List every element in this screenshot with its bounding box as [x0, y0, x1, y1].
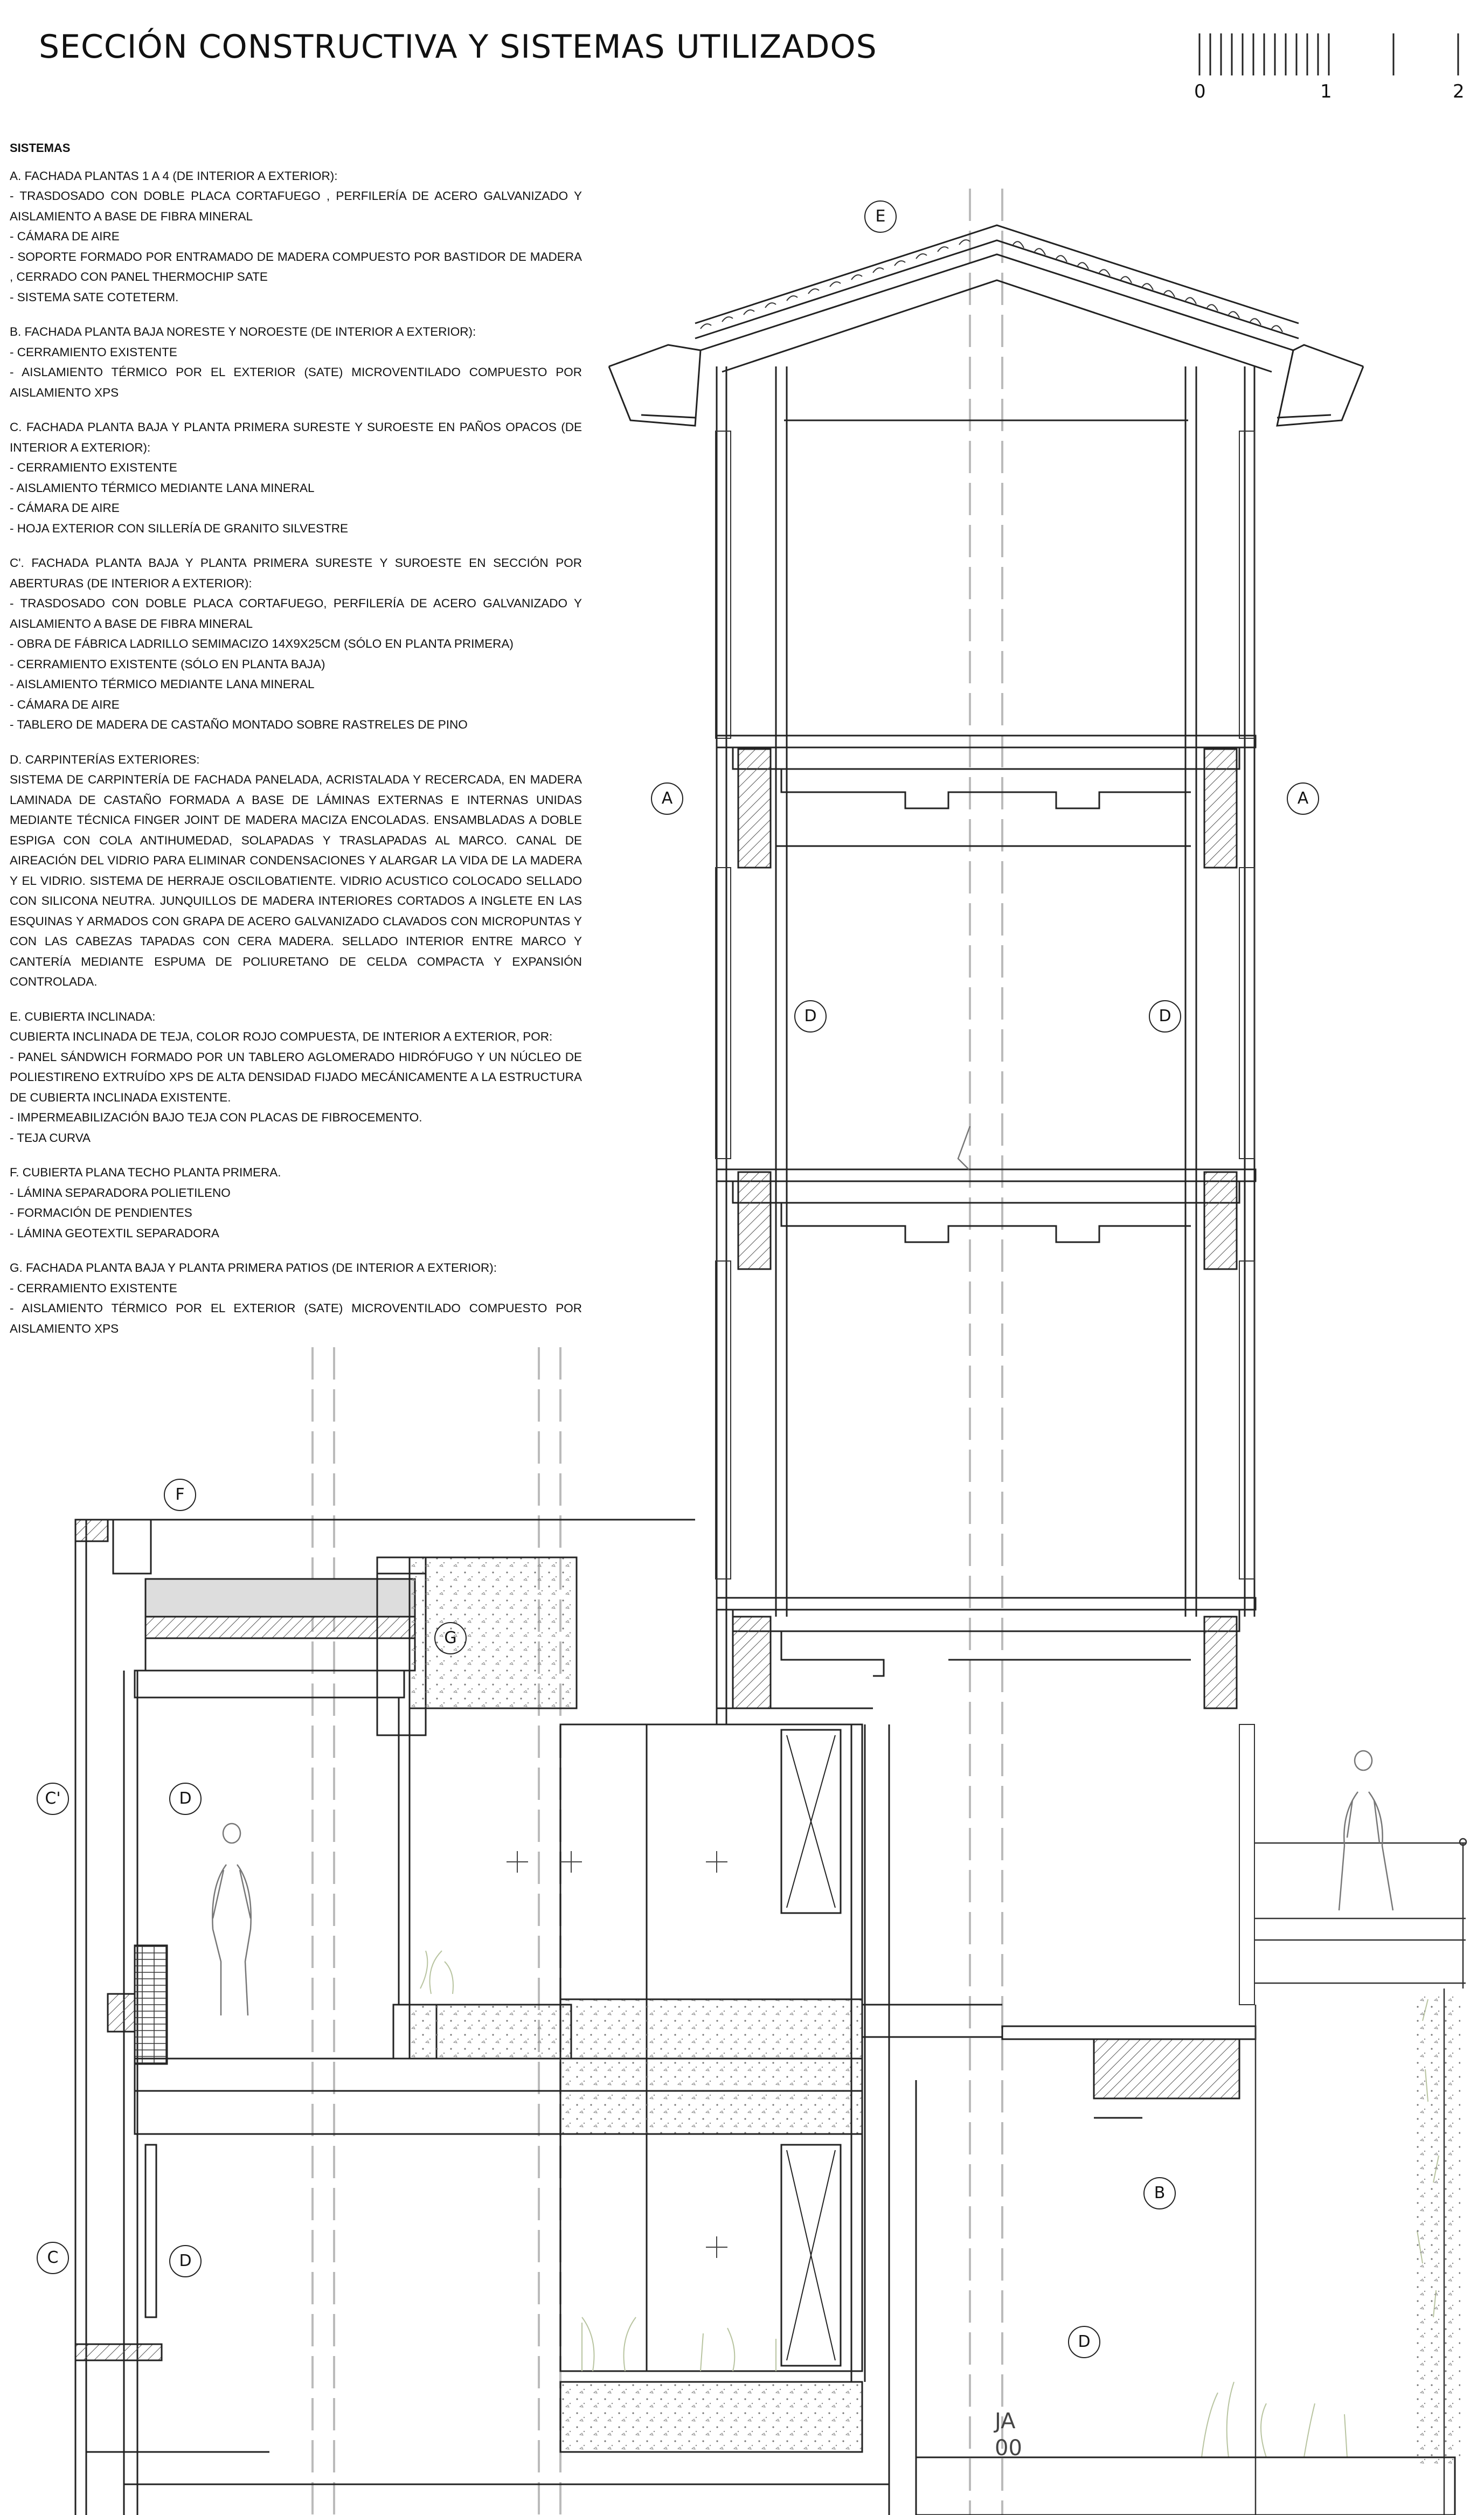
floor-slabs [717, 736, 1256, 2118]
system-line: - CÁMARA DE AIRE [10, 501, 120, 515]
system-line: - AISLAMIENTO TÉRMICO MEDIANTE LANA MINERAL [10, 481, 315, 495]
central-structure [560, 1724, 1002, 2515]
system-line: C'. FACHADA PLANTA BAJA Y PLANTA PRIMERA SURESTE Y SUROESTE EN SECCIÓN POR ABERTURAS (DE INTERIOR A EXTERIOR): [10, 556, 582, 590]
system-line: CUBIERTA INCLINADA DE TEJA, COLOR ROJO COMPUESTA, DE INTERIOR A EXTERIOR, POR: [10, 1030, 553, 1043]
system-line: - SOPORTE FORMADO POR ENTRAMADO DE MADERA COMPUESTO POR BASTIDOR DE MADERA , CERRADO CON PANEL THERMOCHIP SATE [10, 250, 582, 283]
tag-d-lower-2: D [169, 2245, 202, 2277]
tag-c-prime: C' [37, 1783, 69, 1815]
tower-walls [717, 366, 1254, 1724]
system-line: - LÁMINA GEOTEXTIL SEPARADORA [10, 1226, 219, 1240]
system-line: SISTEMA DE CARPINTERÍA DE FACHADA PANELADA, ACRISTALADA Y RECERCADA, EN MADERA LAMINADA DE CASTAÑO FORMADA A BASE DE LÁMINAS EXTERNAS E INTERNAS UNIDAS MEDIANTE TÉCNICA FINGER JOINT DE MADERA MACIZA ENCOLADAS. ENSAMBLADAS A DOBLE ESPIGA CON COLA ANTIHUMEDAD, SOLAPADAS Y TRASLAPADAS AL MARCO. CANAL DE AIREACIÓN DEL VIDRIO PARA ELIMINAR CONDENSACIONES Y ALARGAR LA VIDA DE LA MADERA Y EL VIDRIO. SISTEMA DE HERRAJE OSCILOBATIENTE. VIDRIO ACUSTICO COLOCADO SELLADO CON SILICONA NEUTRA. JUNQUILLOS DE MADERA INTERIORES CORTADOS A INGLETE EN LAS ESQUINAS Y ARMADOS CON GRAPA DE ACERO GALVANIZADO CLAVADOS CON MICROPUNTAS Y CON LAS CABEZAS TAPADAS CON CERA MADERA. SELLADO INTERIOR ENTRE MARCO Y CANTERÍA MEDIANTE ESPUMA DE POLIURETANO DE CELDA COMPACTA Y EXPANSIÓN CONTROLADA. [10, 773, 582, 988]
system-line: - CERRAMIENTO EXISTENTE [10, 1281, 177, 1295]
system-line: - IMPERMEABILIZACIÓN BAJO TEJA CON PLACAS DE FIBROCEMENTO. [10, 1111, 422, 1124]
pitched-roof [609, 225, 1363, 426]
tag-d-lower-1: D [169, 1783, 202, 1815]
scale-label-0: 0 [1194, 81, 1206, 102]
system-line: - AISLAMIENTO TÉRMICO POR EL EXTERIOR (SATE) MICROVENTILADO COMPUESTO POR AISLAMIENTO XPS [10, 365, 582, 399]
system-line: - CÁMARA DE AIRE [10, 697, 120, 711]
system-line: A. FACHADA PLANTAS 1 A 4 (DE INTERIOR A EXTERIOR): [10, 169, 338, 183]
tag-a-right: A [1287, 782, 1319, 815]
system-line: - CERRAMIENTO EXISTENTE [10, 461, 177, 474]
system-line: - HOJA EXTERIOR CON SILLERÍA DE GRANITO SILVESTRE [10, 521, 349, 535]
page-title: SECCIÓN CONSTRUCTIVA Y SISTEMAS UTILIZADOS [39, 28, 877, 66]
system-line: - TABLERO DE MADERA DE CASTAÑO MONTADO SOBRE RASTRELES DE PINO [10, 718, 468, 731]
tag-f: F [164, 1479, 196, 1511]
scale-label-1: 1 [1320, 81, 1332, 102]
tag-e: E [864, 200, 897, 233]
system-line: - CÁMARA DE AIRE [10, 230, 120, 243]
system-line: - OBRA DE FÁBRICA LADRILLO SEMIMACIZO 14X9X25CM (SÓLO EN PLANTA PRIMERA) [10, 637, 514, 650]
tag-a-left: A [651, 782, 683, 815]
terrain-right [1412, 1994, 1460, 2468]
system-line: - AISLAMIENTO TÉRMICO MEDIANTE LANA MINERAL [10, 677, 315, 691]
tag-d-right: D [1149, 1000, 1181, 1033]
system-line: - AISLAMIENTO TÉRMICO POR EL EXTERIOR (SATE) MICROVENTILADO COMPUESTO POR AISLAMIENTO XPS [10, 1301, 582, 1335]
drawing-caption-fragment-1: JA [995, 2409, 1016, 2434]
system-line: E. CUBIERTA INCLINADA: [10, 1009, 156, 1023]
system-line: - TRASDOSADO CON DOBLE PLACA CORTAFUEGO , PERFILERÍA DE ACERO GALVANIZADO Y AISLAMIENTO A BASE DE FIBRA MINERAL [10, 189, 582, 223]
system-line: - CERRAMIENTO EXISTENTE [10, 345, 177, 359]
tag-d-small: D [1068, 2326, 1100, 2358]
ground-line [916, 2457, 1455, 2515]
system-line: - SISTEMA SATE COTETERM. [10, 290, 179, 304]
system-line: - CERRAMIENTO EXISTENTE (SÓLO EN PLANTA BAJA) [10, 657, 325, 671]
system-line: - LÁMINA SEPARADORA POLIETILENO [10, 1186, 231, 1200]
system-line: - FORMACIÓN DE PENDIENTES [10, 1206, 192, 1220]
system-line: F. CUBIERTA PLANA TECHO PLANTA PRIMERA. [10, 1166, 281, 1179]
tag-g: G [434, 1622, 467, 1654]
system-line: B. FACHADA PLANTA BAJA NORESTE Y NOROESTE (DE INTERIOR A EXTERIOR): [10, 325, 476, 338]
tag-b: B [1143, 2177, 1176, 2209]
axis-lines [313, 189, 1002, 2515]
system-line: - TRASDOSADO CON DOBLE PLACA CORTAFUEGO, PERFILERÍA DE ACERO GALVANIZADO Y AISLAMIENTO A BASE DE FIBRA MINERAL [10, 597, 582, 631]
scale-label-2: 2 [1453, 81, 1465, 102]
tag-d-left: D [794, 1000, 827, 1033]
system-line: - TEJA CURVA [10, 1131, 91, 1145]
tag-c: C [37, 2242, 69, 2274]
system-line: G. FACHADA PLANTA BAJA Y PLANTA PRIMERA PATIOS (DE INTERIOR A EXTERIOR): [10, 1261, 497, 1274]
system-line: D. CARPINTERÍAS EXTERIORES: [10, 752, 200, 766]
system-line: C. FACHADA PLANTA BAJA Y PLANTA PRIMERA SURESTE Y SUROESTE EN PAÑOS OPACOS (DE INTERIOR A EXTERIOR): [10, 420, 582, 454]
systems-heading: SISTEMAS [10, 141, 71, 155]
drawing-caption-fragment-2: 00 [995, 2436, 1022, 2461]
system-line: - PANEL SÁNDWICH FORMADO POR UN TABLERO AGLOMERADO HIDRÓFUGO Y UN NÚCLEO DE POLIESTIRENO EXTRUÍDO XPS DE ALTA DENSIDAD FIJADO MECÁNICAMENTE A LA ESTRUCTURA DE CUBIERTA INCLINADA EXISTENTE. [10, 1050, 582, 1104]
